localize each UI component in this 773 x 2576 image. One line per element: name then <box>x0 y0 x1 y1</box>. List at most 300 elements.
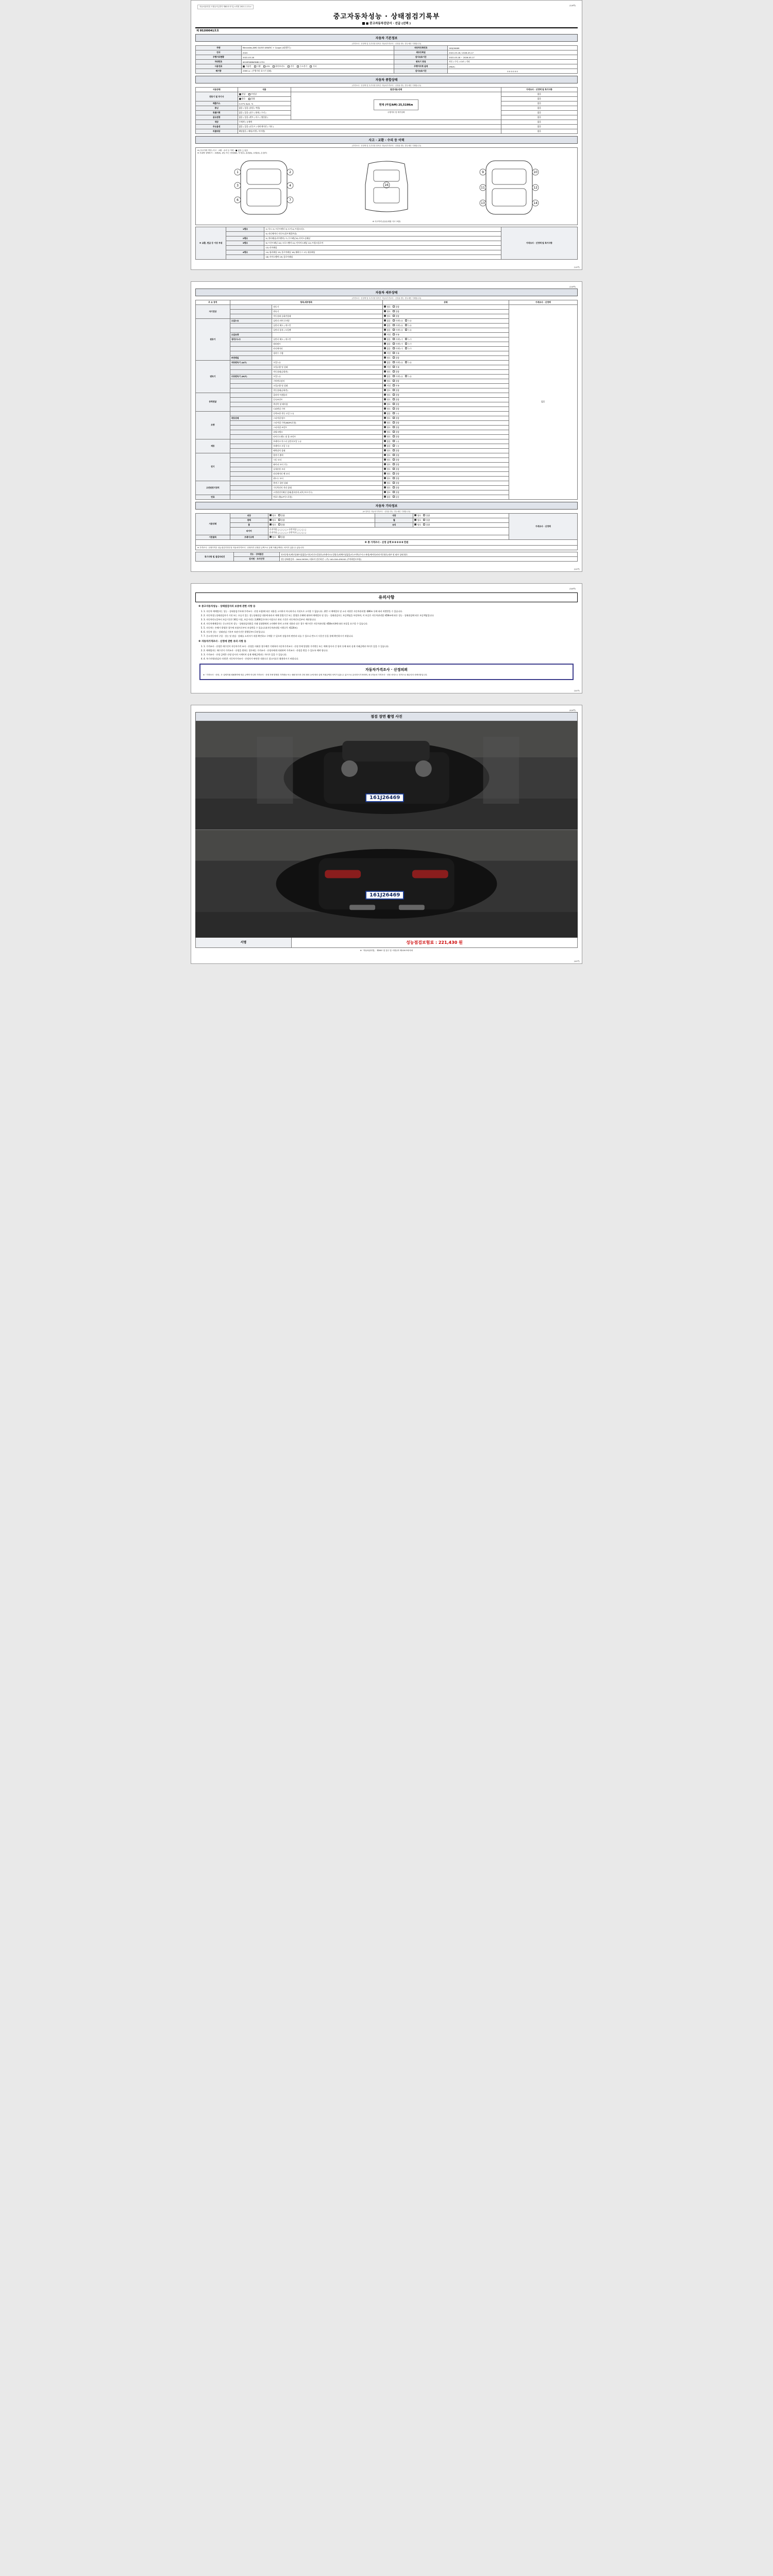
value-special-history[interactable]: 없음 / 있음 (침수 / 화재 / 수리 ) <box>238 111 291 115</box>
option-양호[interactable] <box>384 477 391 480</box>
option-적정[interactable] <box>384 366 391 369</box>
option-없음[interactable] <box>384 329 391 332</box>
item-options[interactable] <box>383 462 509 467</box>
option-불량[interactable] <box>393 459 399 462</box>
item-options[interactable] <box>383 304 509 309</box>
checkbox-icon[interactable] <box>384 361 386 363</box>
option-불량[interactable] <box>393 357 399 360</box>
option-양호[interactable] <box>384 394 391 397</box>
checkbox-icon[interactable] <box>393 306 395 308</box>
item-options[interactable] <box>383 444 509 448</box>
checkbox-icon[interactable] <box>384 343 386 345</box>
checkbox-icon[interactable] <box>393 496 395 498</box>
checkbox-icon[interactable] <box>393 324 395 326</box>
checkbox-icon[interactable] <box>384 482 386 484</box>
room-options[interactable] <box>268 522 375 527</box>
option-없음[interactable] <box>384 319 391 323</box>
item-options[interactable] <box>383 323 509 328</box>
item-options[interactable] <box>383 406 509 411</box>
checkbox-icon[interactable] <box>393 370 395 372</box>
item-options[interactable] <box>383 346 509 351</box>
checkbox-icon[interactable] <box>405 361 407 363</box>
checkbox-icon[interactable] <box>384 477 386 479</box>
option-없음[interactable] <box>384 375 391 378</box>
option-양호[interactable] <box>384 454 391 457</box>
checkbox-icon[interactable] <box>239 98 241 100</box>
polish-options[interactable] <box>268 518 375 522</box>
checkbox-icon[interactable] <box>384 310 386 312</box>
checkbox-icon[interactable] <box>393 315 395 317</box>
option-적정[interactable] <box>384 333 391 336</box>
checkbox-icon[interactable] <box>393 361 395 363</box>
checkbox-icon[interactable] <box>384 431 386 433</box>
checkbox-icon[interactable] <box>393 459 395 461</box>
option-양호[interactable] <box>384 408 391 411</box>
item-options[interactable] <box>383 379 509 383</box>
polish-bad[interactable]: 불량 <box>278 519 285 522</box>
option-불량[interactable] <box>393 421 399 425</box>
option-양호[interactable] <box>384 398 391 401</box>
option-불량[interactable] <box>393 477 399 480</box>
checkbox-icon[interactable] <box>384 333 386 335</box>
checkbox-icon[interactable] <box>384 440 386 442</box>
checkbox-icon[interactable] <box>384 329 386 331</box>
checkbox-icon[interactable] <box>393 486 395 488</box>
checkbox-icon[interactable] <box>384 306 386 308</box>
checkbox-icon[interactable] <box>414 523 416 526</box>
checkbox-icon[interactable] <box>384 454 386 456</box>
checkbox-icon[interactable] <box>393 398 395 400</box>
option-없음[interactable] <box>384 445 391 448</box>
glass-bad[interactable]: 불량 <box>423 523 430 527</box>
option-누수[interactable] <box>405 338 412 341</box>
brake-bad[interactable]: 불량 <box>278 536 285 539</box>
checkbox-icon[interactable] <box>393 375 395 377</box>
option-누유[interactable] <box>393 445 399 448</box>
item-options[interactable] <box>383 397 509 402</box>
checkbox-icon[interactable] <box>384 394 386 396</box>
checkbox-icon[interactable] <box>384 445 386 447</box>
option-미세누수[interactable] <box>393 338 403 341</box>
option-불량[interactable] <box>393 486 399 489</box>
item-options[interactable] <box>383 332 509 337</box>
opt-abnormal[interactable]: 부정상 <box>248 93 257 96</box>
checkbox-icon[interactable] <box>393 440 395 442</box>
option-불량[interactable] <box>393 472 399 476</box>
item-options[interactable] <box>383 411 509 416</box>
option-미세누수[interactable] <box>393 343 403 346</box>
rank-4-parts[interactable]: 14) 필러패널 15) 플로어패널 16) 휠하우스 17) 대쉬패널 <box>264 250 501 255</box>
checkbox-icon[interactable] <box>278 519 280 521</box>
option-누유[interactable] <box>405 319 412 323</box>
checkbox-icon[interactable] <box>393 394 395 396</box>
checkbox-icon[interactable] <box>393 435 395 437</box>
option-없음[interactable] <box>384 324 391 327</box>
option-양호[interactable] <box>384 310 391 313</box>
rank-4b-parts[interactable]: 18) 사이드멤버 19) 플로어패널 <box>264 255 501 259</box>
checkbox-icon[interactable] <box>384 352 386 354</box>
option-양호[interactable] <box>384 459 391 462</box>
option-양호[interactable] <box>384 306 391 309</box>
item-options[interactable] <box>383 342 509 346</box>
checkbox-icon[interactable] <box>393 445 395 447</box>
room-bad[interactable]: 불량 <box>278 523 285 527</box>
checkbox-icon[interactable] <box>393 357 395 359</box>
wheel-bad[interactable]: 불량 <box>423 519 430 522</box>
option-양호[interactable] <box>384 463 391 466</box>
option-누유[interactable] <box>405 329 412 332</box>
option-양호[interactable] <box>384 449 391 452</box>
fuel-option-lpg[interactable]: LPG <box>263 65 270 67</box>
interior-bad[interactable]: 불량 <box>423 514 430 517</box>
option-양호[interactable] <box>384 426 391 429</box>
item-options[interactable] <box>383 351 509 355</box>
value-tuning[interactable]: 없음 / 있음 (불법 / 적법) <box>238 106 291 111</box>
option-없음[interactable] <box>384 347 391 350</box>
option-양호[interactable] <box>384 380 391 383</box>
room-good[interactable]: 양호 <box>270 523 276 527</box>
checkbox-icon[interactable] <box>393 417 395 419</box>
checkbox-icon[interactable] <box>384 338 386 340</box>
option-없음[interactable] <box>384 343 391 346</box>
option-불량[interactable] <box>393 491 399 494</box>
checkbox-icon[interactable] <box>288 65 290 67</box>
option-불량[interactable] <box>393 408 399 411</box>
item-options[interactable] <box>383 355 509 360</box>
option-양호[interactable] <box>384 370 391 374</box>
option-미세누유[interactable] <box>393 324 403 327</box>
checkbox-icon[interactable] <box>384 486 386 488</box>
checkbox-icon[interactable] <box>278 536 280 538</box>
fuel-option-diesel[interactable]: 디젤 <box>254 65 261 68</box>
checkbox-icon[interactable] <box>393 338 395 340</box>
option-불량[interactable] <box>393 417 399 420</box>
checkbox-icon[interactable] <box>273 65 275 67</box>
item-options[interactable] <box>383 485 509 490</box>
option-양호[interactable] <box>384 491 391 494</box>
checkbox-icon[interactable] <box>384 412 386 414</box>
checkbox-icon[interactable] <box>384 435 386 437</box>
fuel-option-hybrid[interactable]: 하이브리드 <box>273 65 285 68</box>
option-부족[interactable] <box>393 333 399 336</box>
checkbox-icon[interactable] <box>384 370 386 372</box>
checkbox-icon[interactable] <box>393 310 395 312</box>
option-부족[interactable] <box>393 366 399 369</box>
option-양호[interactable] <box>384 315 391 318</box>
checkbox-icon[interactable] <box>393 412 395 414</box>
option-양호[interactable] <box>384 486 391 489</box>
option-부족[interactable] <box>393 384 399 387</box>
checkbox-icon[interactable] <box>243 65 245 67</box>
option-불량[interactable] <box>393 398 399 401</box>
checkbox-icon[interactable] <box>393 431 395 433</box>
checkbox-icon[interactable] <box>393 384 395 386</box>
item-options[interactable] <box>383 416 509 420</box>
checkbox-icon[interactable] <box>384 417 386 419</box>
item-options[interactable] <box>383 490 509 495</box>
item-options[interactable] <box>383 495 509 499</box>
checkbox-icon[interactable] <box>270 523 272 526</box>
option-적정[interactable] <box>384 352 391 355</box>
checkbox-icon[interactable] <box>384 468 386 470</box>
checkbox-icon[interactable] <box>393 333 395 335</box>
option-미세누유[interactable] <box>393 319 403 323</box>
opt-bad[interactable]: 불량 <box>248 97 255 100</box>
checkbox-icon[interactable] <box>384 496 386 498</box>
wheel-options[interactable] <box>413 518 509 522</box>
option-누수[interactable] <box>405 347 412 350</box>
option-미세누유[interactable] <box>393 361 403 364</box>
checkbox-icon[interactable] <box>384 398 386 400</box>
checkbox-icon[interactable] <box>405 338 407 340</box>
item-options[interactable] <box>383 439 509 444</box>
checkbox-icon[interactable] <box>248 98 250 100</box>
opt-normal[interactable]: 정상 <box>239 93 246 96</box>
option-불량[interactable] <box>393 482 399 485</box>
fuel-option-ev[interactable]: 전기 <box>288 65 294 68</box>
checkbox-icon[interactable] <box>270 536 272 538</box>
interior-good[interactable]: 양호 <box>414 514 421 517</box>
option-누유[interactable] <box>405 324 412 327</box>
option-양호[interactable] <box>384 468 391 471</box>
checkbox-icon[interactable] <box>393 352 395 354</box>
option-적정[interactable] <box>384 384 391 387</box>
glass-good[interactable]: 양호 <box>414 523 421 527</box>
checkbox-icon[interactable] <box>405 319 407 321</box>
item-options[interactable] <box>383 393 509 397</box>
option-양호[interactable] <box>384 357 391 360</box>
option-있음[interactable] <box>393 496 399 499</box>
option-누유[interactable] <box>405 361 412 364</box>
option-불량[interactable] <box>393 306 399 309</box>
option-양호[interactable] <box>384 403 391 406</box>
option-누유[interactable] <box>393 412 399 415</box>
item-options[interactable] <box>383 383 509 388</box>
item-options[interactable] <box>383 457 509 462</box>
checkbox-icon[interactable] <box>384 389 386 391</box>
rank-2-parts[interactable]: 5) 쿼터패널(리어펜더) 7) 루프패널 8) 사이드실패널 <box>264 236 501 241</box>
checkbox-icon[interactable] <box>393 468 395 470</box>
item-options[interactable] <box>383 420 509 425</box>
checkbox-icon[interactable] <box>393 421 395 423</box>
fuel-options[interactable] <box>241 64 394 69</box>
checkbox-icon[interactable] <box>384 408 386 410</box>
checkbox-icon[interactable] <box>393 426 395 428</box>
checkbox-icon[interactable] <box>278 514 280 516</box>
checkbox-icon[interactable] <box>384 357 386 359</box>
option-불량[interactable] <box>393 394 399 397</box>
checkbox-icon[interactable] <box>414 514 416 516</box>
checkbox-icon[interactable] <box>405 347 407 349</box>
checkbox-icon[interactable] <box>384 459 386 461</box>
option-불량[interactable] <box>393 431 399 434</box>
item-options[interactable] <box>383 365 509 369</box>
item-options[interactable] <box>383 328 509 332</box>
checkbox-icon[interactable] <box>384 315 386 317</box>
checkbox-icon[interactable] <box>384 472 386 474</box>
glass-options[interactable] <box>413 522 509 527</box>
checkbox-icon[interactable] <box>423 523 425 526</box>
fuel-option-hydrogen[interactable]: 수소전기 <box>297 65 307 68</box>
checkbox-icon[interactable] <box>384 380 386 382</box>
wheel-good[interactable]: 양호 <box>414 519 421 522</box>
checkbox-icon[interactable] <box>384 366 386 368</box>
checkbox-icon[interactable] <box>405 329 407 331</box>
usage-options-2[interactable] <box>238 97 291 101</box>
item-options[interactable] <box>383 374 509 379</box>
option-불량[interactable] <box>393 315 399 318</box>
exterior-bad[interactable]: 불량 <box>278 514 285 517</box>
rank-1b-parts[interactable]: 5) 라디에이터 서포트(볼트체결부품) <box>264 231 501 236</box>
item-options[interactable] <box>383 453 509 457</box>
checkbox-icon[interactable] <box>393 482 395 484</box>
checkbox-icon[interactable] <box>384 384 386 386</box>
checkbox-icon[interactable] <box>278 523 280 526</box>
exterior-options[interactable] <box>268 513 375 518</box>
item-options[interactable] <box>383 467 509 471</box>
option-양호[interactable] <box>384 417 391 420</box>
item-options[interactable] <box>383 360 509 365</box>
checkbox-icon[interactable] <box>423 514 425 516</box>
option-양호[interactable] <box>384 389 391 392</box>
checkbox-icon[interactable] <box>248 93 250 95</box>
option-누유[interactable] <box>405 375 412 378</box>
polish-good[interactable]: 양호 <box>270 519 276 522</box>
option-불량[interactable] <box>393 370 399 374</box>
checkbox-icon[interactable] <box>393 477 395 479</box>
option-부족[interactable] <box>393 352 399 355</box>
checkbox-icon[interactable] <box>384 375 386 377</box>
option-불량[interactable] <box>393 389 399 392</box>
item-options[interactable] <box>383 471 509 476</box>
option-불량[interactable] <box>393 449 399 452</box>
checkbox-icon[interactable] <box>384 319 386 321</box>
item-options[interactable] <box>383 425 509 430</box>
item-options[interactable] <box>383 318 509 323</box>
option-양호[interactable] <box>384 421 391 425</box>
checkbox-icon[interactable] <box>384 463 386 465</box>
option-불량[interactable] <box>393 454 399 457</box>
checkbox-icon[interactable] <box>393 449 395 451</box>
item-options[interactable] <box>383 434 509 439</box>
option-불량[interactable] <box>393 426 399 429</box>
rank-3b-parts[interactable]: 13) 리어패널 <box>264 245 501 250</box>
checkbox-icon[interactable] <box>405 324 407 326</box>
item-options[interactable] <box>383 388 509 393</box>
option-양호[interactable] <box>384 472 391 476</box>
item-options[interactable] <box>383 402 509 406</box>
option-양호[interactable] <box>384 431 391 434</box>
checkbox-icon[interactable] <box>393 366 395 368</box>
checkbox-icon[interactable] <box>393 403 395 405</box>
checkbox-icon[interactable] <box>405 343 407 345</box>
option-불량[interactable] <box>393 380 399 383</box>
rank-3-parts[interactable]: 9) 프론트패널 10) 크로스멤버 11) 인사이드패널 12) 트렁크플로어 <box>264 241 501 245</box>
checkbox-icon[interactable] <box>393 319 395 321</box>
exterior-good[interactable]: 양호 <box>270 514 276 517</box>
checkbox-icon[interactable] <box>393 491 395 493</box>
option-없음[interactable] <box>384 338 391 341</box>
item-options[interactable] <box>383 369 509 374</box>
item-options[interactable] <box>383 476 509 481</box>
usage-options[interactable] <box>238 92 291 97</box>
checkbox-icon[interactable] <box>405 375 407 377</box>
option-없음[interactable] <box>384 412 391 415</box>
option-양호[interactable] <box>384 482 391 485</box>
item-options[interactable] <box>383 309 509 314</box>
checkbox-icon[interactable] <box>393 329 395 331</box>
checkbox-icon[interactable] <box>263 65 265 67</box>
checkbox-icon[interactable] <box>384 426 386 428</box>
option-미세누유[interactable] <box>393 329 403 332</box>
fuel-option-gasoline[interactable]: 가솔린 <box>243 65 251 68</box>
interior-options[interactable] <box>413 513 509 518</box>
fuel-option-etc[interactable]: 기타 <box>310 65 316 68</box>
value-recall[interactable]: 해당없음 / 해당(이행 / 미이행) <box>238 129 501 134</box>
option-미세누수[interactable] <box>393 347 403 350</box>
checkbox-icon[interactable] <box>270 514 272 516</box>
option-없음[interactable] <box>384 440 391 443</box>
checkbox-icon[interactable] <box>254 65 256 67</box>
item-options[interactable] <box>383 430 509 434</box>
checkbox-icon[interactable] <box>393 472 395 474</box>
checkbox-icon[interactable] <box>270 519 272 521</box>
checkbox-icon[interactable] <box>384 324 386 326</box>
checkbox-icon[interactable] <box>239 93 241 95</box>
checkbox-icon[interactable] <box>423 519 425 521</box>
checkbox-icon[interactable] <box>393 454 395 456</box>
brake-good[interactable]: 양호 <box>270 536 276 539</box>
checkbox-icon[interactable] <box>384 421 386 423</box>
checkbox-icon[interactable] <box>393 389 395 391</box>
checkbox-icon[interactable] <box>384 491 386 493</box>
option-불량[interactable] <box>393 468 399 471</box>
value-options[interactable]: 없음 / 있음 (선루프 / 네비게이션 / 기타 ) <box>238 125 501 129</box>
item-options[interactable] <box>383 481 509 485</box>
checkbox-icon[interactable] <box>414 519 416 521</box>
checkbox-icon[interactable] <box>393 408 395 410</box>
option-양호[interactable] <box>384 435 391 438</box>
option-없음[interactable] <box>384 361 391 364</box>
option-불량[interactable] <box>393 435 399 438</box>
item-options[interactable] <box>383 314 509 318</box>
checkbox-icon[interactable] <box>384 403 386 405</box>
opt-good[interactable]: 양호 <box>239 97 246 100</box>
value-usage-change[interactable]: 없음 / 있음 (렌트 / 리스 / 영업용 ) <box>238 115 291 120</box>
option-없음[interactable] <box>384 496 391 499</box>
option-미세누유[interactable] <box>393 375 403 378</box>
option-불량[interactable] <box>393 403 399 406</box>
item-options[interactable] <box>383 448 509 453</box>
option-누유[interactable] <box>393 440 399 443</box>
checkbox-icon[interactable] <box>384 347 386 349</box>
tire-values[interactable]: 운전석앞 □ □ □ □ / 동반석앞 □ □ □ □ 운전석뒤 □ □ □ □ / 동반석뒤 □ □ □ □ <box>268 527 509 535</box>
checkbox-icon[interactable] <box>310 65 312 67</box>
option-누수[interactable] <box>405 343 412 346</box>
value-color[interactable]: 무채색 / 유채색 <box>238 120 501 125</box>
option-불량[interactable] <box>393 310 399 313</box>
checkbox-icon[interactable] <box>393 347 395 349</box>
checkbox-icon[interactable] <box>393 343 395 345</box>
rank-1-parts[interactable]: 1) 후드 2) 프론트펜더 3) 도어 4) 트렁크리드 <box>264 227 501 231</box>
checkbox-icon[interactable] <box>393 380 395 382</box>
checkbox-icon[interactable] <box>393 463 395 465</box>
checkbox-icon[interactable] <box>384 449 386 451</box>
checkbox-icon[interactable] <box>297 65 299 67</box>
brake-fluid-options[interactable] <box>268 535 509 539</box>
item-options[interactable] <box>383 337 509 342</box>
option-불량[interactable] <box>393 463 399 466</box>
